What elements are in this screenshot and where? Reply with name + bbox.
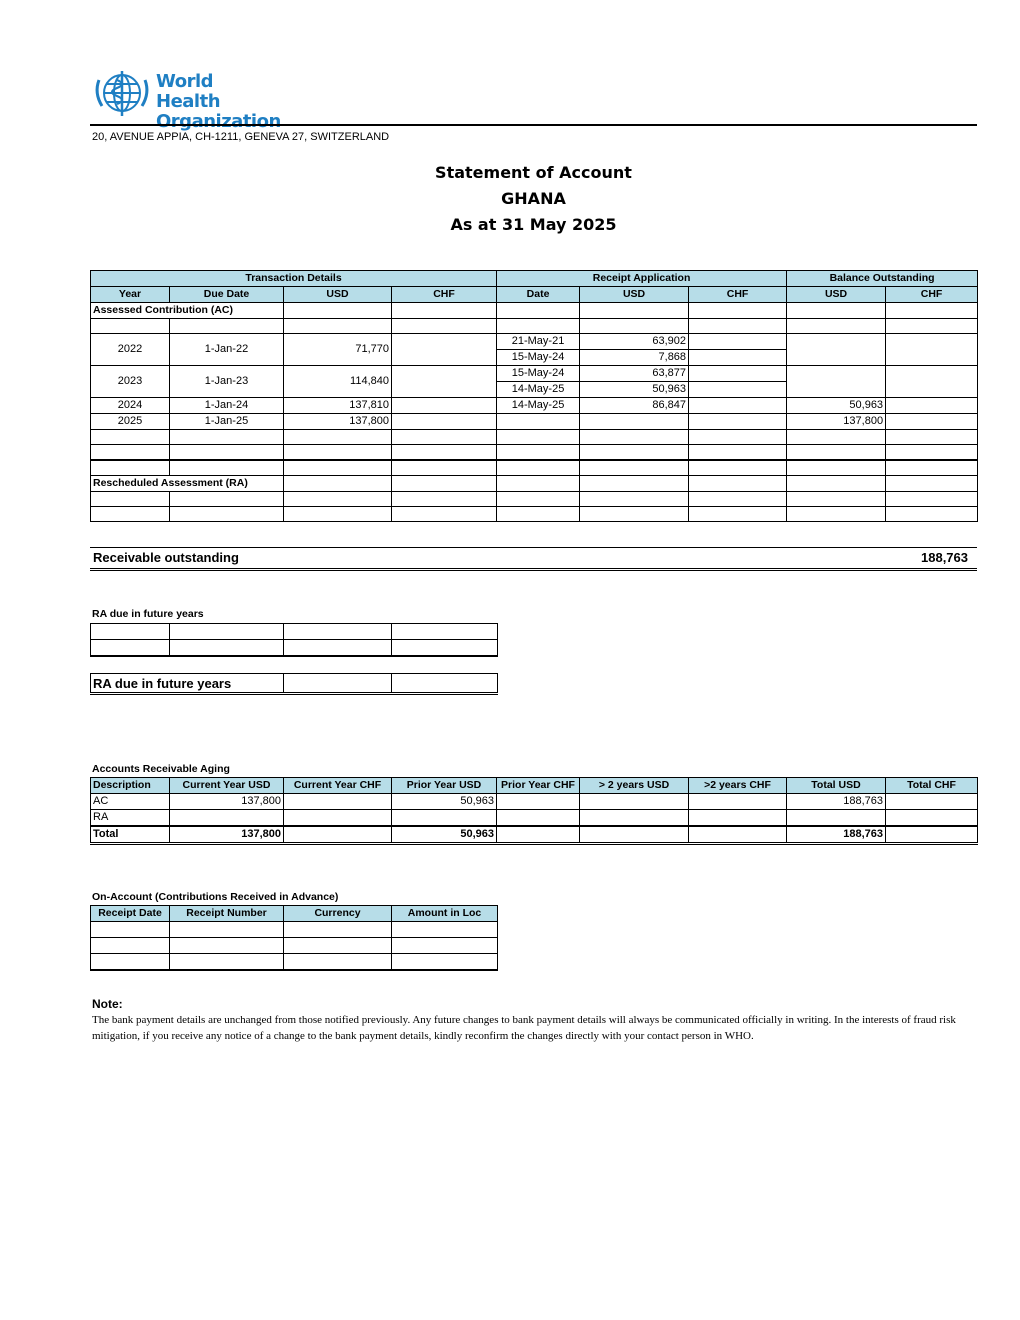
col-chf: CHF xyxy=(392,287,497,303)
aging-desc: AC xyxy=(91,794,170,810)
table-row xyxy=(91,674,498,694)
org-name-line2: Organization xyxy=(156,111,281,132)
row-due-date: 1-Jan-25 xyxy=(170,414,284,430)
aging-table xyxy=(90,777,978,845)
col-year: Year xyxy=(91,287,170,303)
table-row xyxy=(91,303,978,319)
title-date: As at 31 May 2025 xyxy=(450,215,617,234)
org-address: 20, AVENUE APPIA, CH-1211, GENEVA 27, SWITZERLAND xyxy=(92,131,390,143)
header-balance-outstanding: Balance Outstanding xyxy=(787,271,978,287)
aging-col-2years-chf: >2 years CHF xyxy=(689,778,787,794)
aging-total-usd: 188,763 xyxy=(787,794,886,810)
ra-future-table xyxy=(90,623,498,657)
aging-total-usd: 188,763 xyxy=(787,826,886,844)
receipt-usd: 50,963 xyxy=(580,382,689,398)
table-row xyxy=(91,826,978,844)
table-row xyxy=(91,624,498,640)
on-account-section-label: On-Account (Contributions Received in Advance) xyxy=(92,891,339,903)
col-receipt-chf: CHF xyxy=(689,287,787,303)
table-row xyxy=(91,794,978,810)
receivable-outstanding-label: Receivable outstanding xyxy=(93,550,239,565)
aging-col-current-usd: Current Year USD xyxy=(170,778,284,794)
column-header-row xyxy=(91,287,978,303)
row-year: 2022 xyxy=(91,334,170,366)
on-account-table xyxy=(90,905,498,971)
table-row xyxy=(91,640,498,657)
receipt-date: 21-May-21 xyxy=(497,334,580,350)
statement-table xyxy=(90,270,978,522)
ra-future-total-table xyxy=(90,673,498,695)
header-divider xyxy=(90,124,977,126)
aging-header-row xyxy=(91,778,978,794)
table-row xyxy=(91,398,978,414)
title-country: GHANA xyxy=(501,189,566,208)
group-header-row xyxy=(91,271,978,287)
ra-future-total-label: RA due in future years xyxy=(91,674,284,694)
aging-col-prior-chf: Prior Year CHF xyxy=(497,778,580,794)
aging-col-description: Description xyxy=(91,778,170,794)
table-row xyxy=(91,319,978,334)
who-emblem-icon xyxy=(90,66,154,120)
col-receipt-number: Receipt Number xyxy=(170,906,284,922)
aging-prior-usd: 50,963 xyxy=(392,826,497,844)
header-transaction-details: Transaction Details xyxy=(91,271,497,287)
aging-prior-usd xyxy=(392,810,497,827)
table-row xyxy=(91,492,978,507)
aging-current-usd: 137,800 xyxy=(170,794,284,810)
table-row xyxy=(91,460,978,476)
row-year: 2025 xyxy=(91,414,170,430)
receivable-outstanding-value: 188,763 xyxy=(921,550,968,565)
aging-current-usd xyxy=(170,810,284,827)
row-usd: 114,840 xyxy=(284,366,392,398)
col-balance-chf: CHF xyxy=(886,287,978,303)
row-year: 2024 xyxy=(91,398,170,414)
aging-current-usd: 137,800 xyxy=(170,826,284,844)
org-name-line1: World Health xyxy=(156,71,221,112)
balance-usd: 50,963 xyxy=(787,398,886,414)
row-usd: 137,800 xyxy=(284,414,392,430)
statement-title xyxy=(90,160,977,238)
table-row xyxy=(91,445,978,461)
aging-section-label: Accounts Receivable Aging xyxy=(92,763,230,775)
aging-desc: RA xyxy=(91,810,170,827)
receipt-date: 14-May-25 xyxy=(497,398,580,414)
col-due-date: Due Date xyxy=(170,287,284,303)
aging-col-total-chf: Total CHF xyxy=(886,778,978,794)
header-receipt-application: Receipt Application xyxy=(497,271,787,287)
table-row xyxy=(91,938,498,954)
on-account-header-row xyxy=(91,906,498,922)
table-row xyxy=(91,954,498,971)
aging-desc: Total xyxy=(91,826,170,844)
receipt-usd: 63,877 xyxy=(580,366,689,382)
receipt-date: 14-May-25 xyxy=(497,382,580,398)
table-row xyxy=(91,810,978,827)
col-receipt-date: Receipt Date xyxy=(91,906,170,922)
aging-col-prior-usd: Prior Year USD xyxy=(392,778,497,794)
title-line1: Statement of Account xyxy=(435,163,632,182)
aging-col-current-chf: Current Year CHF xyxy=(284,778,392,794)
note-text: The bank payment details are unchanged from those notified previously. Any future changes to bank payment details will always be communicated officially in writing. In the interests of fraud risk mitigation, if you receive any notice of a change to the bank payment details, kindly reconfirm the changes directly with your contact person in WHO. xyxy=(92,1014,956,1042)
col-receipt-date: Date xyxy=(497,287,580,303)
row-due-date: 1-Jan-22 xyxy=(170,334,284,366)
table-row xyxy=(91,366,978,382)
receipt-usd: 63,902 xyxy=(580,334,689,350)
note-title: Note: xyxy=(92,997,123,1011)
table-row xyxy=(91,476,978,492)
col-balance-usd: USD xyxy=(787,287,886,303)
table-row xyxy=(91,414,978,430)
table-row xyxy=(91,430,978,445)
row-due-date: 1-Jan-23 xyxy=(170,366,284,398)
who-wordmark xyxy=(156,72,281,132)
rescheduled-assessment-label: Rescheduled Assessment (RA) xyxy=(91,476,284,492)
assessed-contribution-label: Assessed Contribution (AC) xyxy=(91,303,284,319)
table-row xyxy=(91,922,498,938)
col-currency: Currency xyxy=(284,906,392,922)
row-usd: 71,770 xyxy=(284,334,392,366)
col-receipt-usd: USD xyxy=(580,287,689,303)
note-block xyxy=(92,996,972,1044)
table-row xyxy=(91,334,978,350)
row-due-date: 1-Jan-24 xyxy=(170,398,284,414)
receivable-outstanding-row xyxy=(90,547,977,571)
receipt-date: 15-May-24 xyxy=(497,350,580,366)
aging-prior-usd: 50,963 xyxy=(392,794,497,810)
row-usd: 137,810 xyxy=(284,398,392,414)
receipt-usd: 7,868 xyxy=(580,350,689,366)
aging-total-usd xyxy=(787,810,886,827)
receipt-date: 15-May-24 xyxy=(497,366,580,382)
table-row xyxy=(91,507,978,522)
balance-usd xyxy=(787,334,886,366)
receipt-usd: 86,847 xyxy=(580,398,689,414)
balance-usd: 137,800 xyxy=(787,414,886,430)
aging-col-2years-usd: > 2 years USD xyxy=(580,778,689,794)
col-amount-in-loc: Amount in Loc xyxy=(392,906,498,922)
aging-col-total-usd: Total USD xyxy=(787,778,886,794)
balance-usd xyxy=(787,366,886,398)
row-year: 2023 xyxy=(91,366,170,398)
ra-future-section-label: RA due in future years xyxy=(92,608,204,620)
who-logo xyxy=(90,66,281,132)
col-usd: USD xyxy=(284,287,392,303)
